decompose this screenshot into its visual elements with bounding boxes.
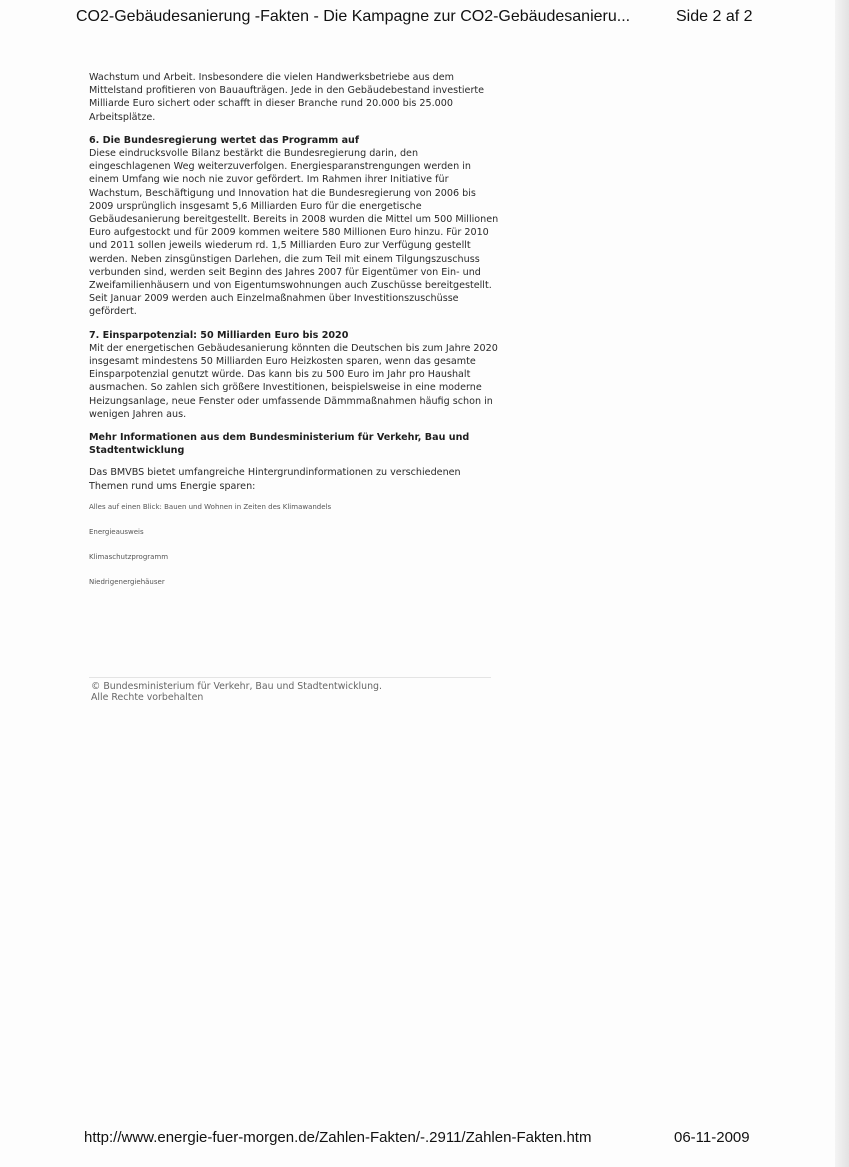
footer-divider (89, 677, 491, 678)
section-7-heading: 7. Einsparpotenzial: 50 Milliarden Euro bis 2020 (89, 329, 349, 341)
section-7-body: Mit der energetischen Gebäudesanierung könnten die Deutschen bis zum Jahre 2020 insgesamt mindestens 50 Milliarden Euro Heizkosten sparen, wenn das gesamte Einsparpotenzial genutzt würde. Das kann bis zu 500 Euro im Jahr pro Haushalt ausmachen. So zahlen sich größere Investitionen, beispielsweise in eine moderne Heizungsanlage, neue Fenster oder umfassende Dämmmaßnahmen häufig schon in wenigen Jahren aus. (89, 342, 498, 420)
section-6-heading: 6. Die Bundesregierung wertet das Programm auf (89, 134, 360, 146)
link-klimawandel[interactable]: Alles auf einen Blick: Bauen und Wohnen in Zeiten des Klimawandels (89, 502, 332, 511)
print-footer-date: 06-11-2009 (674, 1129, 750, 1146)
copyright-line-1: © Bundesministerium für Verkehr, Bau und Stadtentwicklung. (91, 681, 382, 692)
more-info-body: Das BMVBS bietet umfangreiche Hintergrundinformationen zu verschiedenen Themen rund ums Energie sparen: (89, 467, 461, 492)
intro-paragraph: Wachstum und Arbeit. Insbesondere die vielen Handwerksbetriebe aus dem Mittelstand profitieren von Bauaufträgen. Jede in den Gebäudebestand investierte Milliarde Euro sichert oder schafft in dieser Branche rund 20.000 bis 25.000 Arbeitsplätze. (89, 72, 485, 123)
print-header (76, 8, 776, 26)
article-content (89, 71, 501, 603)
copyright-line-2: Alle Rechte vorbehalten (91, 692, 204, 703)
link-energieausweis[interactable]: Energieausweis (89, 527, 144, 536)
section-6-body: Diese eindrucksvolle Bilanz bestärkt die Bundesregierung darin, den eingeschlagenen Weg weiterzuverfolgen. Energiesparanstrengungen werden in einem Umfang wie noch nie zuvor gefördert. Im Rahmen ihrer Initiative für Wachstum, Beschäftigung und Innovation hat die Bundesregierung von 2006 bis 2009 ursprünglich insgesamt 5,6 Milliarden Euro für die energetische Gebäudesanierung bereitgestellt. Bereits in 2008 wurden die Mittel um 500 Millionen Euro aufgestockt und für 2009 kommen weitere 580 Millionen Euro hinzu. Für 2010 und 2011 sollen jeweils wiederum rd. 1,5 Milliarden Euro zur Verfügung gestellt werden. Neben zinsgünstigen Darlehen, die zum Teil mit einem Tilgungszuschuss verbunden sind, werden seit Beginn des Jahres 2007 für Eigentümer von Ein- und Zweifamilienhäusern und von Eigentumswohnungen auch Zuschüsse bereitgestellt. Seit Januar 2009 werden auch Einzelmaßnahmen über Investitionszuschüsse gefördert. (89, 148, 499, 318)
page-edge (835, 0, 849, 1167)
link-klimaschutzprogramm[interactable]: Klimaschutzprogramm (89, 552, 169, 561)
print-header-title: CO2-Gebäudesanierung -Fakten - Die Kampagne zur CO2-Gebäudesanieru... (76, 8, 631, 25)
more-info-heading: Mehr Informationen aus dem Bundesministerium für Verkehr, Bau und Stadtentwicklung (89, 432, 470, 457)
link-niedrigenergiehaeuser[interactable]: Niedrigenergiehäuser (89, 577, 165, 586)
print-footer (84, 1129, 774, 1146)
print-footer-url: http://www.energie-fuer-morgen.de/Zahlen-Fakten/-.2911/Zahlen-Fakten.htm (84, 1129, 592, 1146)
copyright-notice (91, 681, 382, 703)
print-page-number: Side 2 af 2 (676, 8, 753, 25)
link-list (89, 503, 501, 587)
